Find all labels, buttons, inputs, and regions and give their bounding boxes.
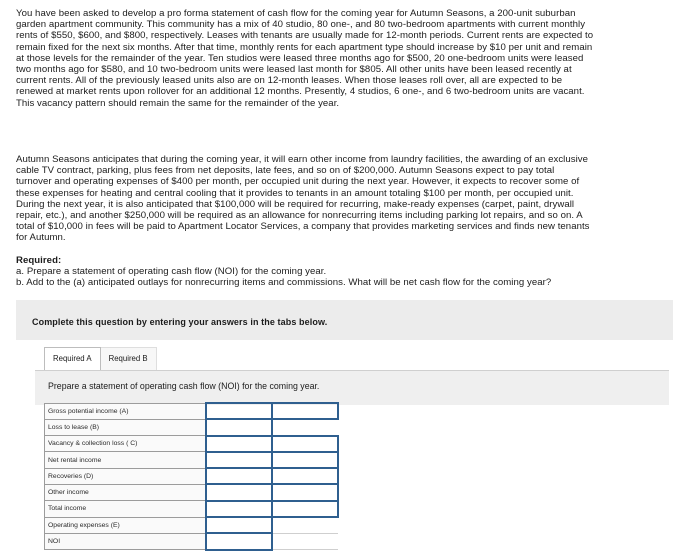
row-label: Vacancy & collection loss ( C) <box>45 436 207 452</box>
amount-input[interactable] <box>206 403 272 419</box>
total-input[interactable] <box>272 501 338 517</box>
empty-cell <box>272 419 338 435</box>
text-line: current rents. All of the previously leased units also are on 12-month leases. When those leases roll over, all are expected to be <box>16 75 563 87</box>
text-line: renewed at market rents upon rollover for an additional 12 months. Presently, 4 studios, 6 one-, and 6 two-bedroom units are vacant. <box>16 86 585 98</box>
total-input[interactable] <box>272 484 338 500</box>
text-line: During the next year, it is also anticipated that $100,000 will be required for recurring, make-ready expenses (carpet, paint, drywall <box>16 198 575 210</box>
tab-required-a[interactable]: Required A <box>44 347 101 371</box>
required-a-text: a. Prepare a statement of operating cash flow (NOI) for the coming year. <box>16 266 327 278</box>
text-line: for Autumn. <box>16 232 66 244</box>
row-label: Gross potential income (A) <box>45 403 207 419</box>
text-line: repair, etc.), and another $250,000 will be required as an allowance for nonrecurring items including parking lot repairs, and so on. A <box>16 210 583 222</box>
text-line: total of $10,000 in fees will be paid to Apartment Locator Services, a company that provides marketing services and finds new tenants <box>16 221 590 233</box>
amount-input[interactable] <box>206 501 272 517</box>
row-label: Total income <box>45 501 207 517</box>
total-input[interactable] <box>272 403 338 419</box>
worksheet-row <box>45 452 339 468</box>
text-line: garden apartment community. This community has a mix of 40 studio, 80 one-, and 80 two-bedroom apartments with current monthly <box>16 19 586 31</box>
amount-input[interactable] <box>206 452 272 468</box>
text-line: You have been asked to develop a pro forma statement of cash flow for the coming year for Autumn Seasons, a 200-unit suburban <box>16 8 576 19</box>
worksheet-row <box>45 484 339 500</box>
row-label: Recoveries (D) <box>45 468 207 484</box>
row-label: Loss to lease (B) <box>45 419 207 435</box>
worksheet-row <box>45 436 339 452</box>
text-line: two months ago for $580, and 10 two-bedroom units were leased last month for $805. All other units have been leased recently at <box>16 64 572 76</box>
row-label: Other income <box>45 484 207 500</box>
text-line: This vacancy pattern should remain the same for the remainder of the year. <box>16 97 340 109</box>
tab-bar <box>44 347 157 371</box>
text-line: these expenses for heating and central cooling that it provides to tenants in an amount totaling $100 per month, per occupied unit. <box>16 187 574 199</box>
amount-input[interactable] <box>206 484 272 500</box>
problem-paragraph-2 <box>16 154 686 244</box>
required-heading: Required: <box>16 255 62 266</box>
amount-input[interactable] <box>206 517 272 533</box>
worksheet-row <box>45 419 339 435</box>
worksheet-row <box>45 501 339 517</box>
total-input[interactable] <box>272 436 338 452</box>
panel-title: Prepare a statement of operating cash flow (NOI) for the coming year. <box>48 381 320 391</box>
amount-input[interactable] <box>206 533 272 549</box>
text-line: at those levels for the remainder of the year. Ten studios were leased three months ago for $500, 20 one-bedroom units were leased <box>16 52 584 64</box>
amount-input[interactable] <box>206 436 272 452</box>
text-line: Autumn Seasons anticipates that during the coming year, it will earn other income from laundry facilities, the awarding of an exclusive <box>16 154 589 165</box>
row-label: NOI <box>45 533 207 549</box>
total-input[interactable] <box>272 452 338 468</box>
empty-cell <box>272 517 338 533</box>
tab-required-b[interactable]: Required B <box>101 347 157 371</box>
worksheet-row <box>45 403 339 419</box>
total-input[interactable] <box>272 468 338 484</box>
worksheet-row <box>45 468 339 484</box>
amount-input[interactable] <box>206 468 272 484</box>
instruction-text: Complete this question by entering your answers in the tabs below. <box>32 317 328 327</box>
text-line: remain fixed for the next six months. After that time, monthly rents for each apartment type should increase by $10 per unit and remain <box>16 41 593 53</box>
noi-worksheet <box>44 402 339 551</box>
problem-paragraph-1 <box>16 8 686 109</box>
row-label: Operating expenses (E) <box>45 517 207 533</box>
text-line: turnover and operating expenses of $400 per month, per occupied unit during the next year. However, it expects to recover some of <box>16 176 580 188</box>
row-label: Net rental income <box>45 452 207 468</box>
text-line: rents of $550, $600, and $800, respectively. Leases with tenants are usually made for 12-month periods. Current rents are expected to <box>16 30 594 42</box>
worksheet-row <box>45 533 339 549</box>
required-b-text: b. Add to the (a) anticipated outlays for nonrecurring items and commissions. What will be net cash flow for the coming year? <box>16 277 552 289</box>
required-section <box>16 255 686 289</box>
worksheet-row <box>45 517 339 533</box>
empty-cell <box>272 533 338 549</box>
text-line: cable TV contract, parking, plus fees from net deposits, late fees, and so on of $200,000. Autumn Seasons expect to pay total <box>16 165 555 177</box>
amount-input[interactable] <box>206 419 272 435</box>
